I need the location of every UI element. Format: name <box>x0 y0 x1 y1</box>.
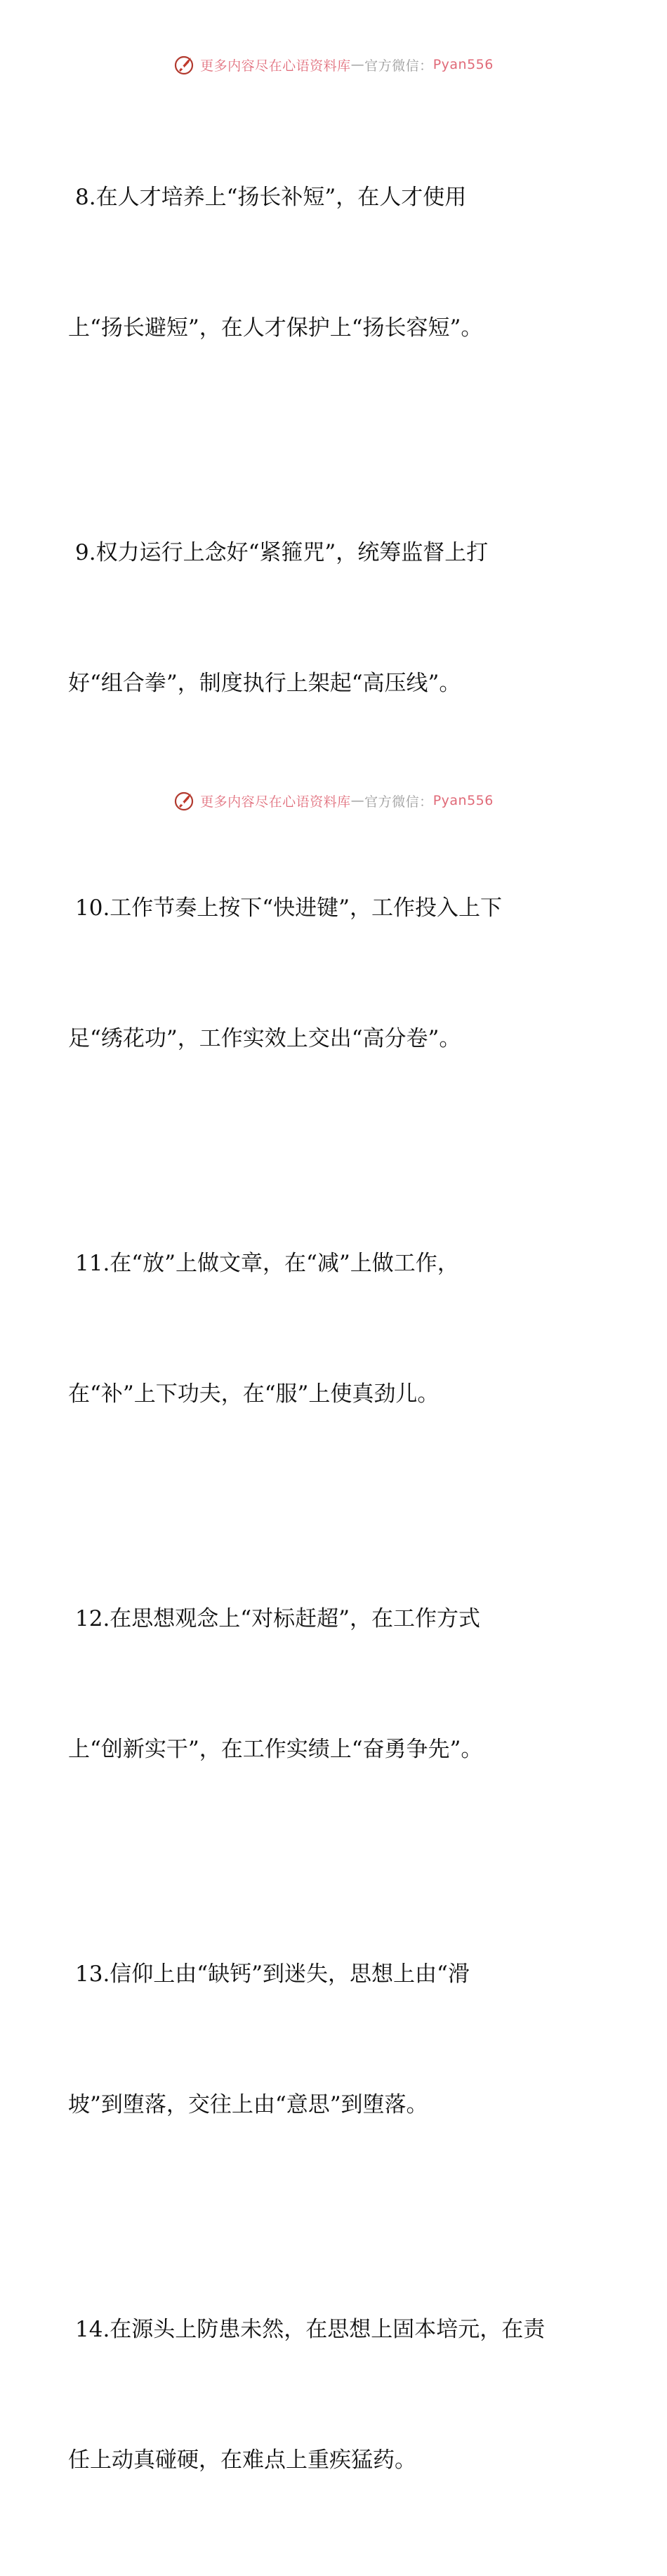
banner-main-text: 更多内容尽在心语资料库 <box>200 794 351 810</box>
paragraph-line: 13.信仰上由“缺钙”到迷失，思想上由“滑 <box>75 1961 470 1987</box>
paragraph-14 <box>68 2221 602 2569</box>
pen-nib-logo-icon <box>173 789 196 812</box>
paragraph-line: 足“绣花功”，工作实效上交出“高分卷”。 <box>68 1026 461 1051</box>
banner-main-text: 更多内容尽在心语资料库 <box>200 58 351 74</box>
banner-wechat-id: Pyan556 <box>432 57 494 72</box>
banner-wechat-label: 官方微信： <box>364 58 433 74</box>
banner-dash: — <box>350 57 365 72</box>
paragraph-9 <box>68 444 602 792</box>
paragraph-10 <box>68 799 602 1148</box>
banner-wechat-id: Pyan556 <box>432 793 494 808</box>
paragraph-line: 8.在人才培养上“扬长补短”，在人才使用 <box>75 185 467 210</box>
footer-banner <box>0 787 667 815</box>
paragraph-line: 任上动真碰硬，在难点上重疾猛药。 <box>68 2447 416 2473</box>
paragraph-line: 11.在“放”上做文章，在“减”上做工作， <box>75 1251 459 1276</box>
paragraph-line: 14.在源头上防患未然，在思想上固本培元，在责 <box>75 2317 546 2342</box>
paragraph-11 <box>68 1155 602 1503</box>
paragraph-line: 12.在思想观念上“对标赶超”，在工作方式 <box>75 1606 480 1631</box>
paragraph-line: 10.工作节奏上按下“快进键”，工作投入上下 <box>75 895 502 921</box>
paragraph-line: 上“创新实干”，在工作实绩上“奋勇争先”。 <box>68 1737 483 1762</box>
paragraph-line: 在“补”上下功夫，在“服”上使真劲儿。 <box>68 1381 440 1407</box>
paragraph-12 <box>68 1510 602 1858</box>
paragraph-13 <box>68 1865 602 2214</box>
header-banner <box>0 51 667 79</box>
banner-wechat-label: 官方微信： <box>364 794 433 810</box>
paragraph-line: 上“扬长避短”，在人才保护上“扬长容短”。 <box>68 315 483 341</box>
banner-dash: — <box>350 793 365 808</box>
paragraph-line: 好“组合拳”，制度执行上架起“高压线”。 <box>68 671 461 696</box>
pen-nib-logo-icon <box>173 53 196 76</box>
paragraph-line: 坡”到堕落，交往上由“意思”到堕落。 <box>68 2092 428 2117</box>
paragraph-line: 9.权力运行上念好“紧箍咒”，统筹监督上打 <box>75 540 489 565</box>
document-body <box>68 88 602 2576</box>
paragraph-8 <box>68 88 602 437</box>
